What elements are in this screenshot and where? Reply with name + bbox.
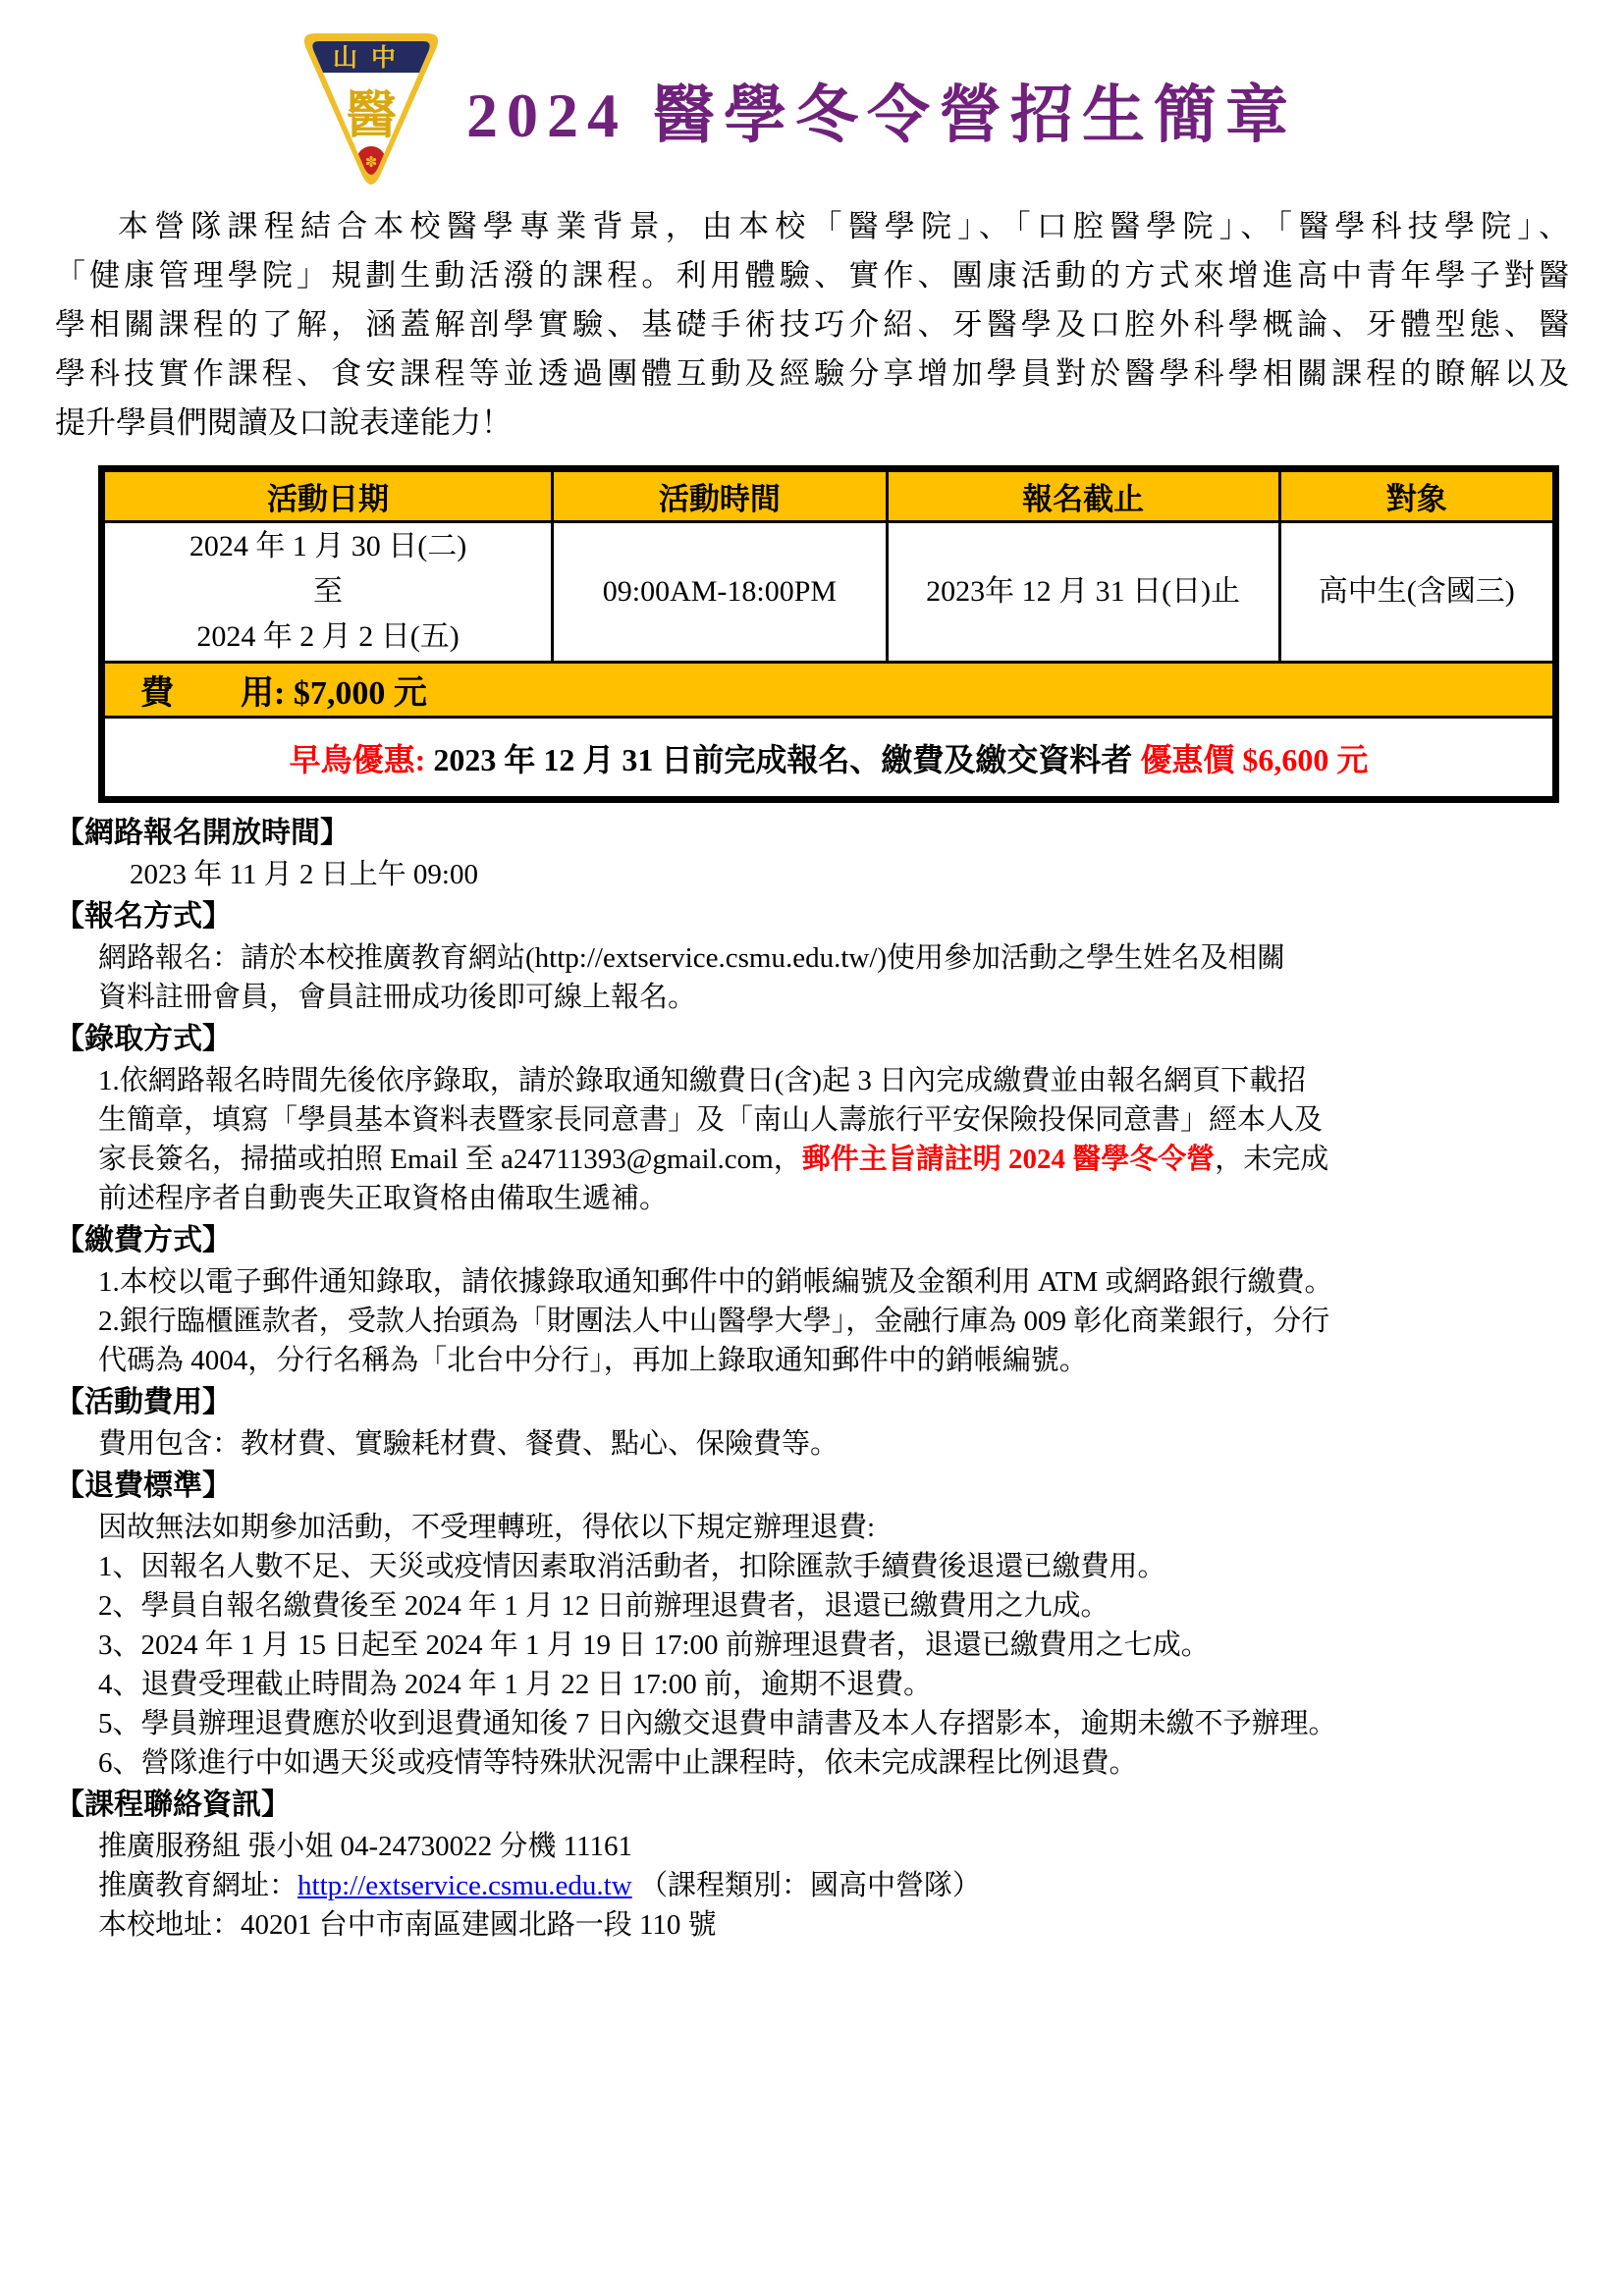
header-activity-date: 活動日期 xyxy=(102,469,553,522)
earlybird-label: 早鳥優惠: xyxy=(289,741,426,777)
section-line: 資料註冊會員，會員註冊成功後即可線上報名。 xyxy=(98,982,697,1013)
cell-activity-time: 09:00AM-18:00PM xyxy=(553,522,888,663)
section-line: 1.本校以電子郵件通知錄取，請依據錄取通知郵件中的銷帳編號及金額利用 ATM 或網路銀行繳費。 xyxy=(98,1266,1333,1298)
earlybird-text: 2023 年 12 月 31 日前完成報名、繳費及繳交資料者 xyxy=(425,741,1141,777)
section-title: 【活動費用】 xyxy=(55,1386,232,1418)
cell-audience: 高中生(含國三) xyxy=(1279,522,1555,663)
intro-line: 提升學員們閱讀及口說表達能力！ xyxy=(55,405,512,440)
section-line: 生簡章，填寫「學員基本資料表暨家長同意書」及「南山人壽旅行平安保險投保同意書」經本人及 xyxy=(98,1104,1324,1136)
section-cost xyxy=(55,1380,1569,1464)
contact-phone-line: 推廣服務組 張小姐 04-24730022 分機 11161 xyxy=(98,1831,633,1862)
logo-center-text: 醫 xyxy=(345,88,398,144)
section-refund xyxy=(55,1464,1569,1783)
email-line-post: ，未完成 xyxy=(1215,1144,1329,1175)
date-line: 2024 年 2 月 2 日(五) xyxy=(196,620,460,653)
fee-amount: 費 用: $7,000 元 xyxy=(102,663,1556,718)
section-title: 【退費標準】 xyxy=(55,1469,232,1502)
section-line: 因故無法如期參加活動，不受理轉班，得依以下規定辦理退費: xyxy=(98,1512,876,1543)
refund-rule: 3、2024 年 1 月 15 日起至 2024 年 1 月 19 日 17:00 前辦理退費者，退還已繳費用之七成。 xyxy=(98,1629,1210,1661)
intro-line: 「健康管理學院」規劃生動活潑的課程。利用體驗、實作、團康活動的方式來增進高中青年學子對醫 xyxy=(55,258,1569,293)
section-title: 【繳費方式】 xyxy=(55,1224,232,1256)
date-line: 至 xyxy=(313,575,344,608)
logo-flower-icon: ✽ xyxy=(364,155,378,171)
table-header-row xyxy=(102,469,1556,522)
email-subject-warning: 郵件主旨請註明 2024 醫學冬令營 xyxy=(801,1144,1216,1175)
refund-rule: 1、因報名人數不足、天災或疫情因素取消活動者，扣除匯款手續費後退還已繳費用。 xyxy=(98,1551,1166,1582)
cell-deadline: 2023年 12 月 31 日(日)止 xyxy=(887,522,1279,663)
section-signup-method xyxy=(55,894,1569,1017)
date-line: 2024 年 1 月 30 日(二) xyxy=(189,530,467,562)
cell-activity-date xyxy=(102,522,553,663)
section-admission xyxy=(55,1017,1569,1218)
document-header xyxy=(26,26,1569,194)
section-line: 網路報名：請於本校推廣教育網站(http://extservice.csmu.edu.tw/)使用參加活動之學生姓名及相關 xyxy=(98,942,1286,974)
section-line-email xyxy=(55,1140,1569,1179)
header-deadline: 報名截止 xyxy=(887,469,1279,522)
section-line: 代碼為 4004，分行名稱為「北台中分行」，再加上錄取通知郵件中的銷帳編號。 xyxy=(98,1345,1088,1376)
section-line: 前述程序者自動喪失正取資格由備取生遞補。 xyxy=(98,1183,669,1214)
intro-line: 學相關課程的了解，涵蓋解剖學實驗、基礎手術技巧介紹、牙醫學及口腔外科學概論、牙體型態、醫 xyxy=(55,307,1569,342)
refund-rule: 4、退費受理截止時間為 2024 年 1 月 22 日 17:00 前，逾期不退費。 xyxy=(98,1669,933,1700)
table-row xyxy=(102,522,1556,663)
section-line: 1.依網路報名時間先後依序錄取，請於錄取通知繳費日(含)起 3 日內完成繳費並由報名網頁下載招 xyxy=(98,1065,1307,1096)
section-payment xyxy=(55,1218,1569,1380)
logo-top-text: 山中 xyxy=(332,45,410,72)
section-line: 2.銀行臨櫃匯款者，受款人抬頭為「財團法人中山醫學大學」，金融行庫為 009 彰化商業銀行，分行 xyxy=(98,1306,1330,1337)
email-line-pre: 家長簽名，掃描或拍照 Email 至 a24711393@gmail.com， xyxy=(98,1144,802,1175)
section-title: 【課程聯絡資訊】 xyxy=(55,1789,291,1821)
sections xyxy=(55,811,1569,1945)
earlybird-price: 優惠價 $6,600 元 xyxy=(1140,741,1369,777)
course-category: （課程類別：國高中營隊） xyxy=(631,1870,981,1901)
section-signup-time xyxy=(55,811,1569,894)
header-activity-time: 活動時間 xyxy=(553,469,888,522)
header-audience: 對象 xyxy=(1279,469,1555,522)
section-line: 費用包含：教材費、實驗耗材費、餐費、點心、保險費等。 xyxy=(98,1428,839,1460)
intro-line: 本營隊課程結合本校醫學專業背景，由本校「醫學院」、「口腔醫學院」、「醫學科技學院」、 xyxy=(118,209,1569,243)
page-title: 2024 醫學冬令營招生簡章 xyxy=(466,80,1297,150)
section-title: 【報名方式】 xyxy=(55,900,232,933)
section-contact xyxy=(55,1783,1569,1945)
refund-rule: 6、營隊進行中如遇天災或疫情等特殊狀況需中止課程時，依未完成課程比例退費。 xyxy=(98,1747,1138,1779)
earlybird-row xyxy=(102,718,1556,800)
contact-website-line xyxy=(55,1866,1569,1905)
section-title: 【錄取方式】 xyxy=(55,1023,232,1055)
intro-paragraph xyxy=(55,202,1569,448)
intro-line: 學科技實作課程、食安課程等並透過團體互動及經驗分享增加學員對於醫學科學相關課程的瞭解以及 xyxy=(55,356,1569,391)
contact-address-line: 本校地址：40201 台中市南區建國北路一段 110 號 xyxy=(98,1909,717,1941)
refund-rule: 5、學員辦理退費應於收到退費通知後 7 日內繳交退費申請書及本人存摺影本，逾期未繳不予辦理。 xyxy=(98,1708,1337,1739)
extservice-link[interactable]: http://extservice.csmu.edu.tw xyxy=(298,1870,632,1901)
earlybird-offer xyxy=(102,718,1556,800)
university-logo-icon xyxy=(298,29,445,190)
website-label: 推廣教育網址： xyxy=(98,1870,298,1901)
fee-row xyxy=(102,663,1556,718)
camp-info-table xyxy=(98,465,1559,803)
section-line: 2023 年 11 月 2 日上午 09:00 xyxy=(130,859,478,890)
section-title: 【網路報名開放時間】 xyxy=(55,817,350,849)
refund-rule: 2、學員自報名繳費後至 2024 年 1 月 12 日前辦理退費者，退還已繳費用之九成。 xyxy=(98,1590,1110,1622)
